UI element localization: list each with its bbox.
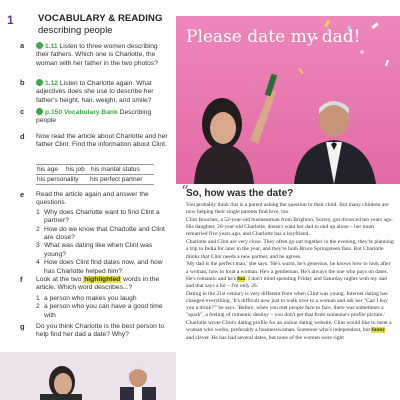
grid-row bbox=[36, 165, 154, 175]
exercise-letter: g bbox=[20, 322, 25, 331]
vocabulary-bank-link[interactable]: Vocabulary Bank bbox=[63, 109, 118, 116]
article-paragraph: Charlotte wrote Clint's dating profile for an online dating website. Clint would like to meet a woman who works, preferably a businesswoman. Someone who's independent, but funny and clever. He has had several dates, but none of the women were right bbox=[186, 320, 392, 341]
question-item: 1 Why does Charlotte want to find Clint a partner? bbox=[36, 208, 160, 225]
definition-item: 1 a person who makes you laugh bbox=[36, 294, 137, 302]
article-paragraph: Clint Bouches, a 52-year-old businessman from Brighton, Surrey, got divorced ten years ago. His daughter, 26-year-old Charlotte, doesn't want her dad to end up alone – her mum remarried five years ago, and Charlotte has a boyfriend. bbox=[186, 217, 393, 238]
audio-icon[interactable] bbox=[36, 79, 43, 86]
question-list bbox=[36, 209, 172, 276]
question-item: 4 How does Clint find dates now, and how has Charlotte helped him? bbox=[36, 259, 163, 275]
section-number: 1 bbox=[7, 13, 14, 27]
section-title: VOCABULARY & READING bbox=[38, 13, 163, 24]
grid-row bbox=[36, 175, 154, 185]
article-paragraph: Dating in the 21st century is very different from when Clint was young. Internet dating has changed everything. 'It's difficult now just to walk over to a woman and ask her "Can I buy you a drink?"' he says. 'Before, when you met people face to face, there was sometimes a "spark", a feeling of romantic destiny – you don't get that from someone's profile picture.' bbox=[186, 290, 388, 319]
section-subtitle: describing people bbox=[38, 25, 113, 36]
audio-code[interactable]: 1.12 bbox=[45, 80, 59, 87]
audio-code[interactable]: 1.11 bbox=[45, 43, 58, 50]
exercise-letter: f bbox=[20, 275, 23, 284]
page-code[interactable]: p.150 bbox=[45, 109, 63, 116]
photo-illustration bbox=[0, 352, 176, 400]
question-item: 2 How do we know that Charlotte and Clint are close? bbox=[36, 225, 165, 242]
grid-cell: his personality bbox=[37, 176, 79, 183]
vocabulary-bank-topic: Describing people bbox=[36, 109, 152, 125]
grid-cell: his perfect partner bbox=[90, 176, 143, 183]
exercise-letter: a bbox=[20, 41, 25, 50]
grid-cell: his marital status bbox=[91, 166, 140, 173]
exercise-text: Look at the two bbox=[36, 276, 82, 283]
article-paragraph: You probably think this is a parent asking the question to their child. But many children are now helping their single parents find love, too. bbox=[186, 202, 389, 216]
quote-mark: “ bbox=[181, 182, 189, 200]
photo-charlotte-and-clint bbox=[0, 352, 176, 400]
info-grid bbox=[36, 164, 154, 185]
exercise-letter: c bbox=[20, 107, 25, 116]
audio-icon[interactable] bbox=[36, 42, 43, 49]
exercise-column bbox=[0, 0, 176, 400]
highlighted-word: funny bbox=[371, 327, 386, 334]
exercise-text: Read the article again and answer the questions. bbox=[36, 191, 149, 207]
article-headline: So, how was the date? bbox=[186, 188, 294, 199]
article-body bbox=[186, 202, 394, 342]
highlighted-word: highlighted bbox=[84, 276, 121, 283]
question-item: 3 What was dating like when Clint was young? bbox=[36, 242, 153, 258]
exercise-text: Now read the article about Charlotte and her father Clint. Find the information about Clint. bbox=[36, 133, 168, 149]
article-title: Please date my dad! bbox=[186, 27, 361, 47]
exercise-letter: d bbox=[20, 132, 25, 141]
exercise-letter: e bbox=[20, 190, 25, 199]
article-paragraph: 'My dad is the perfect man,' she says. 'He's warm, he's generous, he knows how to look after a woman, how to treat a woman. He's a gentleman. He's always the one who pays on dates. He's romantic and he's fun. I don't mind spending Friday and Saturday nights with my dad and that says a lot – I'm only 26.' bbox=[186, 261, 391, 290]
definition-item: 2 a person who you can have a good time with bbox=[36, 303, 163, 319]
exercise-text: Do you think Charlotte is the best person to help find her dad a date? Why? bbox=[36, 323, 165, 339]
link-icon[interactable] bbox=[36, 108, 43, 115]
article-paragraph: Charlotte and Clint are very close. They often go out together in the evening, they're planning a trip to India for later in the year, and they're both Bruce Springsteen fans. But Charlotte thinks that Clint needs a new partner, and he agrees. bbox=[186, 239, 394, 260]
exercise-letter: b bbox=[20, 78, 25, 87]
grid-cell: his age bbox=[37, 166, 58, 173]
exercise-text: Listen to three women describing their fathers. Which one is Charlotte, the woman with her father in the two photos? bbox=[36, 43, 158, 67]
definition-list bbox=[36, 295, 172, 320]
exercise-text: Listen to Charlotte again. What adjectives does she use to describe her father's height, hair, weight, and smile? bbox=[36, 80, 154, 104]
grid-cell: his job bbox=[66, 166, 85, 173]
exercise-text: words in the article. Which word describes...? bbox=[36, 276, 160, 292]
highlighted-word: fun bbox=[237, 275, 246, 282]
